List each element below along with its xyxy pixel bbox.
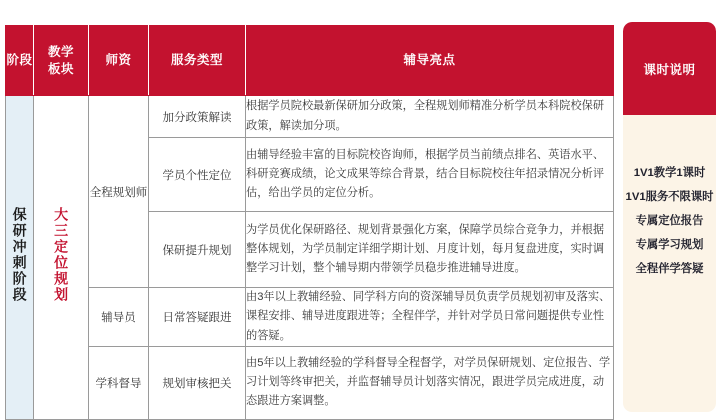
teacher-cell-counselor: 辅导员: [89, 288, 149, 347]
service-type-cell: 日常答疑跟进: [149, 288, 246, 347]
table-body: [6, 96, 614, 420]
column-header-teaching-block-line2: 板块: [47, 61, 74, 76]
column-header-teaching-block-line1: 教学: [47, 44, 74, 59]
column-header-teacher: 师资: [89, 26, 149, 96]
class-hours-item: 专属定位报告: [635, 215, 704, 228]
class-hours-item: 1V1教学1课时: [633, 167, 706, 180]
highlight-cell: 由辅导经验丰富的目标院校咨询师，根据学员当前绩点排名、英语水平、科研竞赛成绩，论文成果等综合背景，结合目标院校往年招录情况分析评估，给出学员的定位分析。: [246, 138, 614, 212]
service-type-cell: 学员个性定位: [149, 138, 246, 212]
class-hours-item: 1V1服务不限课时: [625, 191, 714, 204]
table-row: [6, 96, 614, 138]
class-hours-panel-header: [623, 22, 716, 115]
column-header-teaching-block: [34, 26, 89, 96]
service-type-cell: 规划审核把关: [149, 346, 246, 419]
class-hours-panel-body: [623, 115, 716, 412]
table-row: [6, 288, 614, 347]
class-hours-panel: [623, 22, 716, 412]
class-hours-panel-title: 课时说明: [643, 62, 696, 77]
class-hours-item: 专属学习规划: [635, 238, 704, 251]
highlight-cell: 由5年以上教辅经验的学科督导全程督学，对学员保研规划、定位报告、学习计划等终审把关，并监督辅导员计划落实情况，跟进学员完成进度，动态跟进方案调整。: [246, 346, 614, 419]
stage-cell: [6, 96, 34, 420]
highlight-cell: 根据学员院校最新保研加分政策，全程规划师精准分析学员本科院校保研政策，解读加分项。: [246, 96, 614, 138]
column-header-highlights: 辅导亮点: [246, 26, 614, 96]
curriculum-table: [5, 25, 614, 420]
highlight-cell: 为学员优化保研路径、规划背景强化方案，保障学员综合竞争力，并根据整体规划，为学员制定详细学期计划、月度计划，每月复盘进度，实时调整学习计划，整个辅导期内带领学员稳步推进辅导进度。: [246, 212, 614, 288]
column-header-service-type: 服务类型: [149, 26, 246, 96]
stage-label: 保研冲刺阶段: [11, 206, 28, 303]
class-hours-item: 全程伴学答疑: [635, 262, 704, 275]
table-header: [6, 26, 614, 96]
teacher-cell-supervisor: 学科督导: [89, 346, 149, 419]
teaching-block-label: 大三定位规划: [53, 206, 70, 303]
service-type-cell: 保研提升规划: [149, 212, 246, 288]
column-header-stage: 阶段: [6, 26, 34, 96]
teaching-block-cell: [34, 96, 89, 420]
service-type-cell: 加分政策解读: [149, 96, 246, 138]
table-header-row: [6, 26, 614, 96]
highlight-cell: 由3年以上教辅经验、同学科方向的资深辅导员负责学员规划初审及落实、课程安排、辅导进度跟进等；全程伴学，并针对学员日常问题提供专业性的答疑。: [246, 288, 614, 347]
table-row: [6, 346, 614, 419]
curriculum-table-wrapper: [5, 25, 613, 412]
teacher-cell-planner: 全程规划师: [89, 96, 149, 288]
